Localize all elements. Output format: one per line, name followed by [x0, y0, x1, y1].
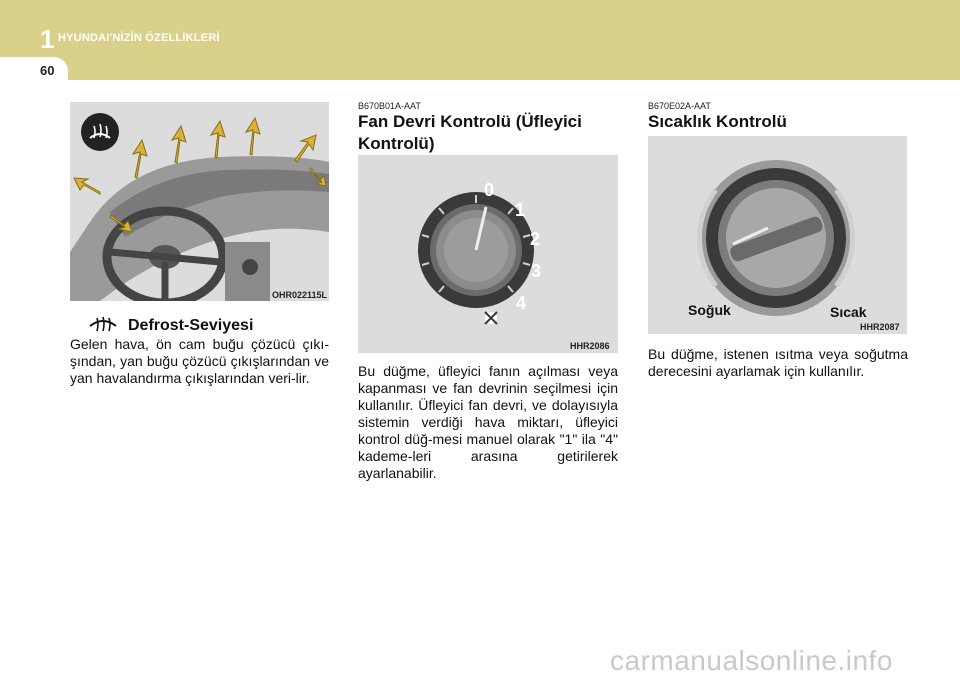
fan-label-2: 2 [530, 229, 541, 249]
fan-label-1: 1 [515, 200, 526, 220]
cold-label: Soğuk [688, 302, 731, 318]
hot-label: Sıcak [830, 304, 867, 320]
temperature-knob-illustration [648, 136, 907, 334]
fan-label-0: 0 [484, 180, 495, 200]
chapter-number: 1 [40, 24, 55, 54]
fan-label-3: 3 [531, 261, 542, 281]
watermark: carmanualsonline.info [610, 645, 893, 676]
defrost-description: Gelen hava, ön cam buğu çözücü çıkı-şından, yan buğu çözücü çıkışlarından ve yan havalandırma çıkışlarından veri-lir. [70, 336, 329, 386]
defrost-icon [88, 312, 118, 334]
section-code: B670B01A-AAT [358, 101, 421, 111]
page-number-tab [0, 57, 68, 83]
temperature-knob-figure [648, 136, 907, 334]
defrost-subheading: Defrost-Seviyesi [128, 317, 254, 334]
page-number: 60 [40, 63, 55, 78]
figure-code: OHR022115L [272, 290, 328, 300]
dashboard-figure [70, 102, 329, 301]
figure-code: HHR2086 [570, 341, 610, 351]
defrost-badge-icon [81, 113, 119, 151]
chapter-title: HYUNDAI'NİZİN ÖZELLİKLERİ [58, 32, 220, 44]
fan-label-4: 4 [516, 293, 527, 313]
fan-description: Bu düğme, üfleyici fanın açılması veya kapanması ve fan devrinin seçilmesi için kullanılır. Üfleyici fan devri, ve dolayısıyla sistemin verdiği hava miktarı, üfleyici kontrol düğ-mesi manuel olarak "1" ila "4" kademe-leri arasına getirilerek ayarlanabilir. [358, 363, 618, 481]
figure-code: HHR2087 [860, 322, 900, 332]
section-code: B670E02A-AAT [648, 101, 711, 111]
fan-knob-figure [358, 155, 618, 353]
dashboard-illustration [70, 102, 329, 301]
temperature-description: Bu düğme, istenen ısıtma veya soğutma derecesini ayarlamak için kullanılır. [648, 346, 908, 379]
section-title: Fan Devri Kontrolü (Üfleyici Kontrolü) [358, 112, 582, 153]
section-title: Sıcaklık Kontrolü [648, 112, 787, 131]
